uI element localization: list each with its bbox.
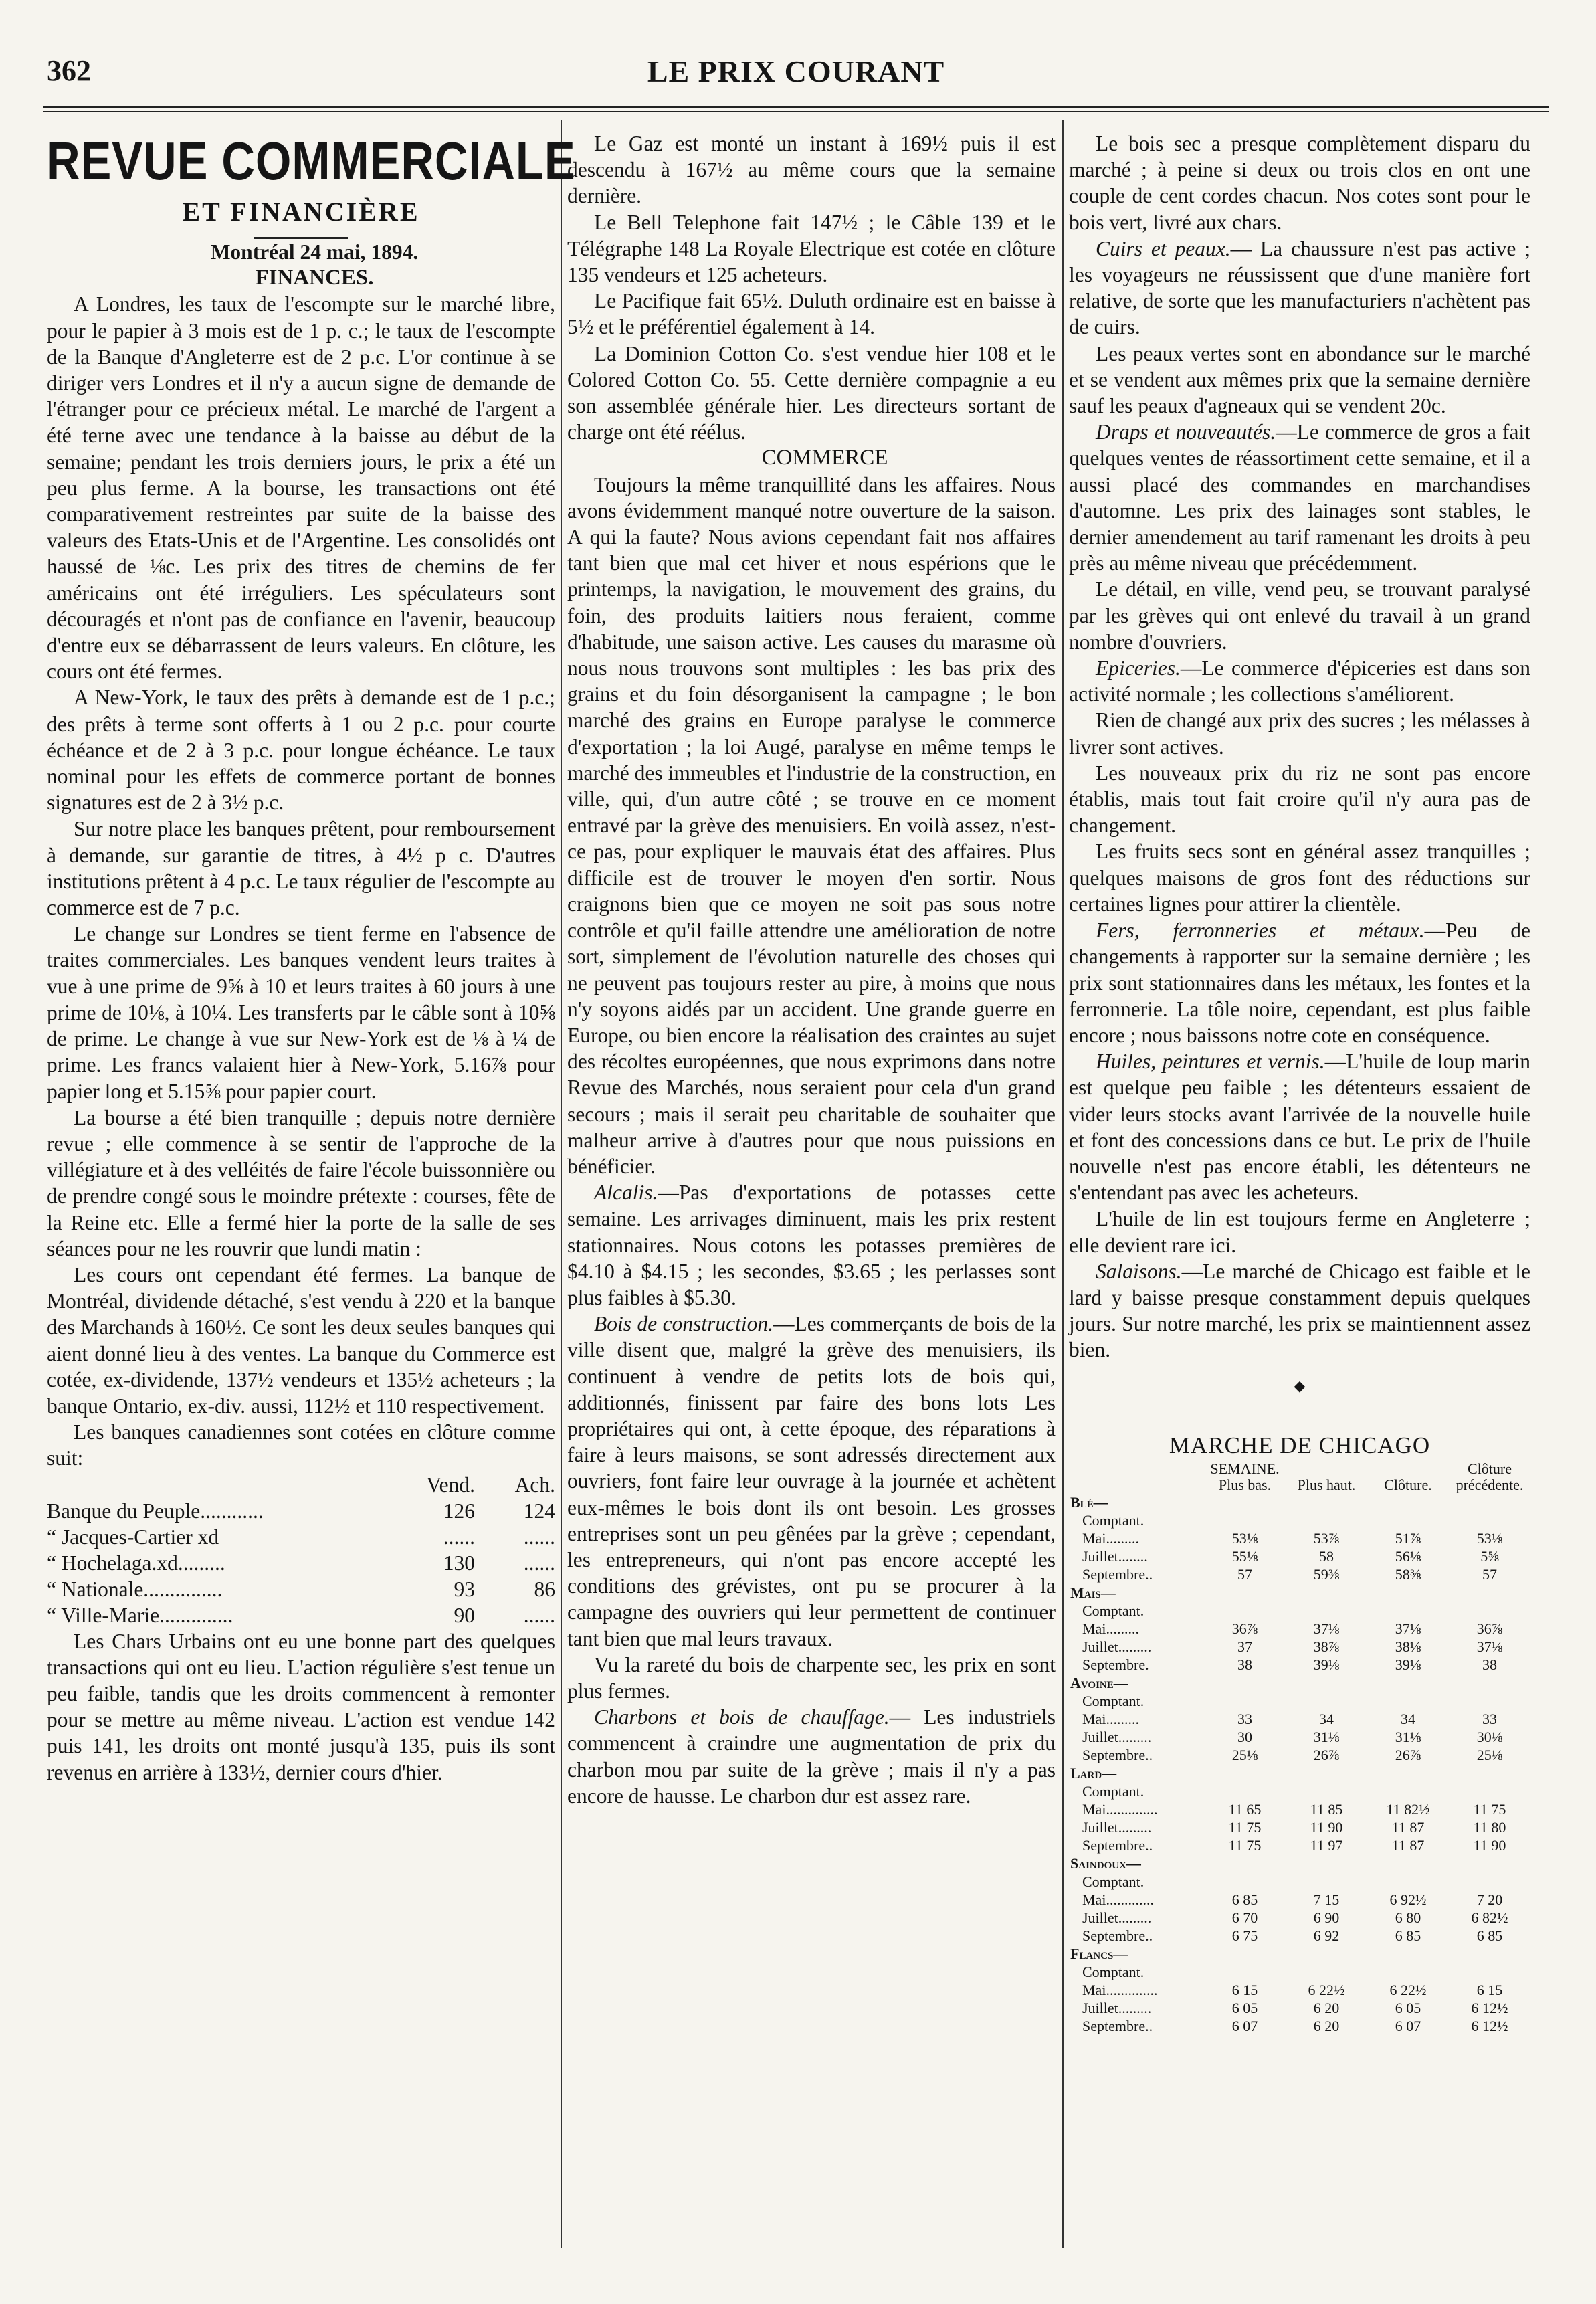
comptant-label: Comptant. — [1082, 1602, 1144, 1619]
column-2 — [567, 130, 1056, 1809]
price-cell: 26⅞ — [1313, 1746, 1340, 1763]
paragraph: Le Bell Telephone fait 147½ ; le Câble 139 et le Télégraphe 148 La Royale Electrique est cotée en clôture 135 vendeurs et 125 acheteurs. — [567, 210, 1056, 287]
month-label: Mai......... — [1082, 1529, 1139, 1547]
price-cell: 5⅝ — [1480, 1547, 1499, 1565]
comptant-row — [1069, 1963, 1530, 1981]
section-title: Fers, ferronneries et métaux. — [1096, 919, 1425, 943]
section-title: Alcalis. — [594, 1181, 658, 1205]
section-title: Epiceries. — [1096, 656, 1181, 680]
ach-value: ...... — [523, 1551, 555, 1575]
paragraph: Les peaux vertes sont en abondance sur le marché et se vendent aux mêmes prix que la semaine dernière sauf les peaux d'agneaux qui se vendent 20c. — [1069, 341, 1530, 418]
table-row — [1069, 2017, 1530, 2035]
revue-subtitle: ET FINANCIÈRE — [182, 197, 420, 227]
comptant-row — [1069, 1782, 1530, 1800]
price-cell: 6 90 — [1313, 1909, 1340, 1926]
price-cell: 53⅛ — [1476, 1529, 1503, 1547]
vend-value: 93 — [454, 1577, 475, 1601]
month-label: Septembre.. — [1082, 2017, 1153, 2034]
section-title: Charbons et bois de chauffage. — [594, 1705, 890, 1729]
table-row — [1069, 1909, 1530, 1927]
paragraph: Le Pacifique fait 65½. Duluth ordinaire est en baisse à 5½ et le préférentiel également à 14. — [567, 289, 1056, 339]
price-cell: 39⅛ — [1313, 1656, 1340, 1673]
paragraph: Sur notre place les banques prêtent, pour remboursement à demande, sur garantie de titres, à 4½ p c. D'autres institutions prêtent à 4 p.c. Le taux régulier de l'escompte au commerce est de 7 p.c. — [47, 817, 555, 920]
price-cell: 6 22½ — [1308, 1981, 1345, 1998]
price-cell: 11 82½ — [1386, 1800, 1430, 1818]
section-text: —Le marché de Chicago est faible et le lard y baisse presque constamment depuis quelques jours. Sur notre marché, les prix se maintiennent assez bien. — [1069, 1259, 1530, 1362]
month-label: Mai......... — [1082, 1620, 1139, 1637]
comptant-label: Comptant. — [1082, 1782, 1144, 1800]
price-cell: 6 85 — [1231, 1891, 1258, 1908]
section-text: —L'huile de loup marin est quelque peu faible ; les détenteurs essaient de vider leurs stocks avant l'arrivée de la nouvelle huile et font des concessions dans ce but. Le prix de l'huile nouvelle n'est pas encore établi, les détenteurs ne s'entendant pas avec les acheteurs. — [1069, 1050, 1530, 1205]
commodity-name: Lard— — [1070, 1764, 1117, 1782]
month-label: Juillet......... — [1082, 1999, 1152, 2016]
month-label: Septembre.. — [1082, 1836, 1153, 1854]
commodity-group-row — [1069, 1674, 1530, 1692]
paragraph-draps — [1069, 419, 1530, 576]
month-label: Juillet......... — [1082, 1909, 1152, 1926]
table-row — [47, 1498, 555, 1524]
month-label: Mai......... — [1082, 1710, 1139, 1727]
price-cell: 37 — [1237, 1638, 1252, 1655]
table-row — [1069, 1891, 1530, 1909]
price-cell: 6 22½ — [1389, 1981, 1427, 1998]
commodity-name: Saindoux— — [1070, 1854, 1141, 1872]
ornament-diamond-icon: ◆ — [1294, 1377, 1306, 1394]
price-cell: 6 12½ — [1471, 2017, 1508, 2034]
price-cell: 37⅛ — [1395, 1620, 1421, 1637]
price-cell: 7 20 — [1476, 1891, 1503, 1908]
column-divider-1 — [561, 120, 562, 2248]
chicago-market-table — [1069, 1461, 1530, 2035]
comptant-row — [1069, 1511, 1530, 1529]
price-cell: 6 15 — [1231, 1981, 1258, 1998]
month-label: Juillet......... — [1082, 1638, 1152, 1655]
semaine-label: SEMAINE. — [1210, 1460, 1280, 1477]
paragraph: Les nouveaux prix du riz ne sont pas encore établis, mais tout fait croire qu'il n'y aura pas de changement. — [1069, 761, 1530, 838]
price-cell: 33 — [1482, 1710, 1497, 1727]
table-row — [1069, 1927, 1530, 1945]
commodity-name: Mais— — [1070, 1583, 1116, 1601]
paragraph-charbons — [567, 1704, 1056, 1809]
price-cell: 11 87 — [1391, 1836, 1425, 1854]
table-row — [1069, 1746, 1530, 1764]
column-divider-2 — [1062, 120, 1064, 2248]
price-cell: 6 20 — [1313, 2017, 1340, 2034]
price-cell: 30⅛ — [1476, 1728, 1503, 1745]
price-cell: 11 80 — [1473, 1818, 1506, 1836]
bank-name: Banque du Peuple............ — [47, 1499, 264, 1523]
price-cell: 59⅜ — [1313, 1565, 1340, 1583]
price-cell: 6 05 — [1231, 1999, 1258, 2016]
price-cell: 11 90 — [1473, 1836, 1506, 1854]
price-cell: 38⅞ — [1313, 1638, 1340, 1655]
price-cell: 34 — [1401, 1710, 1415, 1727]
table-row — [1069, 1565, 1530, 1583]
table-row — [1069, 1728, 1530, 1746]
header-rule-thin — [43, 111, 1549, 112]
price-cell: 11 97 — [1310, 1836, 1343, 1854]
price-cell: 36⅞ — [1231, 1620, 1258, 1637]
page-header — [47, 47, 1545, 94]
paragraph: Les cours ont cependant été fermes. La banque de Montréal, dividende détaché, s'est vendu à 220 et la banque des Marchands à 160½. Ce sont les deux seules banques qui aient donné lieu à des ventes. La banque du Commerce est cotée, ex-dividende, 137½ vendeurs et 135½ acheteurs ; la banque Ontario, ex-div. aussi, 112½ et 110 respectivement. — [47, 1262, 555, 1418]
price-cell: 6 85 — [1395, 1927, 1421, 1944]
price-cell: 31⅛ — [1313, 1728, 1340, 1745]
price-cell: 58 — [1319, 1547, 1334, 1565]
table-row — [1069, 1999, 1530, 2017]
price-cell: 56⅛ — [1395, 1547, 1421, 1565]
paragraph-huiles — [1069, 1048, 1530, 1206]
section-text: —Les commerçants de bois de la ville disent que, malgré la grève des menuisiers, ils continuent à vendre de petits lots de bois qui, additionnés, finissent par faire des bons lots Les propriétaires qui ont, à cette époque, des réparations à faire à leurs maisons, se sont adressés directement aux ouvriers, font faire leur ouvrage à la journée et achètent eux-mêmes le bois dont ils ont besoin. Les grosses entreprises sont un peu gênées par la grève ; cependant, les entrepreneurs, qui n'ont pas encore accepté les conditions des grévistes, ont pu se procurer à la campagne des ouvriers qui leur permettent de continuer tant bien que mal leurs travaux. — [567, 1312, 1056, 1650]
paragraph: Les fruits secs sont en général assez tranquilles ; quelques maisons de gros font des réductions sur certaines lignes pour attirer la clientèle. — [1069, 840, 1530, 916]
section-title: Huiles, peintures et vernis. — [1096, 1050, 1325, 1074]
table-row — [1069, 1656, 1530, 1674]
paragraph: A New-York, le taux des prêts à demande est de 1 p.c.; des prêts à terme sont offerts à 1 ou 2 p.c. pour courte échéance et de 2 à 3 p.c. pour longue échéance. Le taux nominal pour les effets de commerce portant de bonnes signatures est de 2 à 3½ p.c. — [47, 686, 555, 815]
paragraph-salaisons — [1069, 1258, 1530, 1363]
table-row — [47, 1550, 555, 1576]
price-cell: 53⅞ — [1313, 1529, 1340, 1547]
section-title: Salaisons. — [1096, 1259, 1182, 1283]
price-cell: 57 — [1482, 1565, 1497, 1583]
section-text: — Les industriels commencent à craindre une augmentation de prix du charbon mou par suite de la grève ; mais il n'y a pas encore de hausse. Le charbon dur est assez rare. — [567, 1705, 1056, 1808]
bank-name: “ Jacques-Cartier xd — [47, 1525, 219, 1549]
section-text: — La chaussure n'est pas active ; les voyageurs ne réussissent que d'une manière fort relative, de sorte que les manufacturiers n'achètent pas de cuirs. — [1069, 236, 1531, 339]
month-label: Mai.............. — [1082, 1981, 1158, 1998]
table-row — [1069, 1836, 1530, 1854]
ach-value: ...... — [523, 1603, 555, 1627]
paragraph: Les banques canadiennes sont cotées en clôture comme suit: — [47, 1420, 555, 1470]
paragraph: L'huile de lin est toujours ferme en Angleterre ; elle devient rare ici. — [1069, 1207, 1530, 1257]
column-header-plus-haut: Plus haut. — [1297, 1476, 1356, 1493]
column-header-cloture: Clôture. — [1384, 1476, 1432, 1493]
paragraph: Le bois sec a presque complètement disparu du marché ; à peine si deux ou trois clos en ont une couple de cent cordes chacun. Nos cotes sont pour le bois vert, livré aux chars. — [1069, 132, 1530, 234]
price-cell: 11 75 — [1473, 1800, 1506, 1818]
price-cell: 11 85 — [1310, 1800, 1343, 1818]
price-cell: 53⅛ — [1231, 1529, 1258, 1547]
table-row — [1069, 1620, 1530, 1638]
comptant-label: Comptant. — [1082, 1963, 1144, 1980]
month-label: Septembre.. — [1082, 1927, 1153, 1944]
section-text: —Pas d'exportations de potasses cette semaine. Les arrivages diminuent, mais les prix restent stationnaires. Nous cotons les potasses premières de $4.10 à $4.15 ; les secondes, $3.65 ; les perlasses sont plus faibles à $5.30. — [567, 1181, 1056, 1309]
paragraph: Le Gaz est monté un instant à 169½ puis il est descendu à 167½ au même cours que la semaine dernière. — [567, 132, 1056, 208]
table-header-row — [1069, 1461, 1530, 1493]
price-cell: 36⅞ — [1476, 1620, 1503, 1637]
price-cell: 6 20 — [1313, 1999, 1340, 2016]
table-row — [1069, 1818, 1530, 1836]
dateline: Montréal 24 mai, 1894. — [210, 240, 419, 264]
price-cell: 6 92½ — [1389, 1891, 1427, 1908]
plus-bas-label: Plus bas. — [1218, 1476, 1272, 1493]
price-cell: 38 — [1482, 1656, 1497, 1673]
revue-title: REVUE COMMERCIALE — [47, 131, 576, 191]
commerce-heading: COMMERCE — [761, 446, 888, 470]
paragraph: Le détail, en ville, vend peu, se trouvant paralysé par les grèves qui ont enlevé du travail à un grand nombre d'ouvriers. — [1069, 577, 1530, 654]
month-label: Mai.............. — [1082, 1800, 1158, 1818]
price-cell: 39⅛ — [1395, 1656, 1421, 1673]
price-cell: 38⅛ — [1395, 1638, 1421, 1655]
section-text: —Le commerce d'épiceries est dans son activité normale ; les collections s'améliorent. — [1069, 656, 1530, 706]
price-cell: 6 85 — [1476, 1927, 1503, 1944]
price-cell: 6 12½ — [1471, 1999, 1508, 2016]
table-row — [47, 1524, 555, 1550]
price-cell: 6 07 — [1231, 2017, 1258, 2034]
price-cell: 38 — [1237, 1656, 1252, 1673]
price-cell: 37⅛ — [1476, 1638, 1503, 1655]
price-cell: 11 75 — [1228, 1836, 1262, 1854]
comptant-row — [1069, 1692, 1530, 1710]
price-cell: 30 — [1237, 1728, 1252, 1745]
section-text: —Peu de changements à rapporter sur la semaine dernière ; les prix sont stationnaires dans les métaux, les fontes et la ferronnerie. La tôle noire, cependant, est plus faible encore ; nous baissons notre cote en conséquence. — [1069, 919, 1531, 1047]
comptant-label: Comptant. — [1082, 1511, 1144, 1529]
price-cell: 34 — [1319, 1710, 1334, 1727]
column-header-ach: Ach. — [514, 1472, 555, 1497]
price-cell: 6 92 — [1313, 1927, 1340, 1944]
vend-value: 126 — [443, 1499, 475, 1523]
commodity-group-row — [1069, 1945, 1530, 1963]
chicago-title: MARCHE DE CHICAGO — [1169, 1432, 1431, 1458]
table-row — [1069, 1529, 1530, 1547]
paragraph: La Dominion Cotton Co. s'est vendue hier 108 et le Colored Cotton Co. 55. Cette dernière compagnie a eu son assemblée générale hier. Les directeurs sortant de charge ont été réélus. — [567, 341, 1056, 444]
journal-title: LE PRIX COURANT — [647, 54, 945, 88]
price-cell: 6 05 — [1395, 1999, 1421, 2016]
ach-value: 86 — [534, 1577, 555, 1601]
bank-name: “ Ville-Marie.............. — [47, 1603, 233, 1627]
bank-quotes-table — [47, 1472, 555, 1628]
column-header-cloture-precedente: Clôture précédente. — [1456, 1460, 1524, 1493]
comptant-label: Comptant. — [1082, 1692, 1144, 1709]
price-cell: 11 90 — [1310, 1818, 1343, 1836]
vend-value: 130 — [443, 1551, 475, 1575]
paragraph-bois — [567, 1311, 1056, 1652]
price-cell: 26⅞ — [1395, 1746, 1421, 1763]
column-1 — [47, 130, 576, 1786]
price-cell: 6 80 — [1395, 1909, 1421, 1926]
price-cell: 55⅛ — [1231, 1547, 1258, 1565]
paragraph: Les Chars Urbains ont eu une bonne part des quelques transactions qui ont eu lieu. L'action régulière s'est tenue un peu faible, tandis que les droits commencent à remonter pour se mettre au même niveau. L'action est vendue 142 puis 141, les droits ont monté jusqu'à 135, puis ils sont revenus en arrière à 133½, dernier cours d'hier. — [47, 1629, 555, 1784]
bank-name: “ Hochelaga.xd......... — [47, 1551, 225, 1575]
commodity-group-row — [1069, 1764, 1530, 1782]
price-cell: 6 70 — [1231, 1909, 1258, 1926]
month-label: Juillet......... — [1082, 1818, 1152, 1836]
section-title: Draps et nouveautés. — [1096, 420, 1276, 444]
commodity-name: Flancs— — [1070, 1945, 1128, 1962]
month-label: Juillet......... — [1082, 1728, 1152, 1745]
ach-value: 124 — [523, 1499, 555, 1523]
column-header-plus-bas — [1204, 1461, 1286, 1493]
price-cell: 58⅜ — [1395, 1565, 1421, 1583]
paragraph: Vu la rareté du bois de charpente sec, les prix en sont plus fermes. — [567, 1652, 1056, 1703]
section-title: Bois de construction. — [594, 1312, 774, 1336]
bank-name: “ Nationale............... — [47, 1577, 223, 1601]
vend-value: 90 — [454, 1603, 475, 1627]
paragraph-epiceries — [1069, 655, 1530, 707]
price-cell: 6 15 — [1476, 1981, 1503, 1998]
table-row — [1069, 1547, 1530, 1565]
table-header-row — [47, 1472, 555, 1498]
column-header-vend: Vend. — [426, 1472, 475, 1497]
commodity-group-row — [1069, 1854, 1530, 1873]
price-cell: 11 65 — [1228, 1800, 1262, 1818]
price-cell: 11 75 — [1228, 1818, 1262, 1836]
table-row — [1069, 1981, 1530, 1999]
price-cell: 33 — [1237, 1710, 1252, 1727]
price-cell: 6 07 — [1395, 2017, 1421, 2034]
price-cell: 51⅞ — [1395, 1529, 1421, 1547]
comptant-row — [1069, 1873, 1530, 1891]
finances-heading: FINANCES. — [255, 266, 374, 290]
paragraph: Le change sur Londres se tient ferme en l'absence de traites commerciales. Les banques vendent leurs traites à vue à une prime de 9⅝ à 10 et leurs traites à 60 jours à une prime de 10⅛, à 10¼. Les transferts par le câble sont à 10⅝ de prime. Le change à vue sur New-York est de ⅛ à ¼ de prime. Les francs valaient hier à New-York, 5.16⅞ pour papier long et 5.15⅝ pour papier court. — [47, 922, 555, 1103]
page-number: 362 — [47, 54, 91, 87]
paragraph-fers — [1069, 917, 1530, 1048]
table-row — [1069, 1638, 1530, 1656]
commodity-name: Blé— — [1070, 1493, 1108, 1511]
month-label: Mai............. — [1082, 1891, 1154, 1908]
month-label: Juillet........ — [1082, 1547, 1148, 1565]
month-label: Septembre.. — [1082, 1565, 1153, 1583]
ach-value: ...... — [523, 1525, 555, 1549]
table-row — [47, 1576, 555, 1602]
price-cell: 6 75 — [1231, 1927, 1258, 1944]
paragraph-cuirs — [1069, 235, 1530, 341]
price-cell: 25⅛ — [1476, 1746, 1503, 1763]
table-row — [1069, 1800, 1530, 1818]
section-text: —Le commerce de gros a fait quelques ventes de réassortiment cette semaine, et il a aussi placé des commandes en marchandises d'automne. Les prix des lainages sont stables, le dernier amendement au tarif ramenant les droits à peu près au même niveau que précédemment. — [1069, 420, 1531, 575]
header-rule — [43, 106, 1549, 108]
price-cell: 25⅛ — [1231, 1746, 1258, 1763]
comptant-row — [1069, 1602, 1530, 1620]
table-row — [1069, 1710, 1530, 1728]
month-label: Septembre. — [1082, 1656, 1149, 1673]
paragraph: La bourse a été bien tranquille ; depuis notre dernière revue ; elle commence à se sentir de l'approche de la villégiature et à des velléités de faire l'école buissonnière ou de prendre congé sous le moindre prétexte : courses, fête de la Reine etc. Elle a fermé hier la porte de la salle de ses séances pour ne les rouvrir que lundi matin : — [47, 1105, 555, 1260]
commodity-name: Avoine— — [1070, 1674, 1128, 1691]
price-cell: 37⅛ — [1313, 1620, 1340, 1637]
vend-value: ...... — [443, 1525, 475, 1549]
paragraph: A Londres, les taux de l'escompte sur le marché libre, pour le papier à 3 mois est de 1 p. c.; le taux de l'escompte de la Banque d'Angleterre est de 2 p.c. L'or continue à se diriger vers Londres et il n'y a aucun signe de demande de l'étranger pour ce précieux métal. Le marché de l'argent a été terne avec une tendance à la baisse au début de la semaine; pendant les trois derniers jours, le prix a été un peu plus ferme. A la bourse, les transactions ont été comparativement restreintes par suite de la baisse des valeurs des Etats-Unis et de l'Argentine. Les consolidés ont haussé de ⅛c. Les prix des titres de chemins de fer américains ont été irréguliers. Les spéculateurs sont découragés et n'ont pas de confiance en l'avenir, beaucoup d'entre eux se débarrassent de leurs valeurs. En clôture, les cours ont été fermes. — [47, 292, 555, 684]
commodity-group-row — [1069, 1493, 1530, 1511]
column-3 — [1069, 130, 1530, 2035]
price-cell: 31⅛ — [1395, 1728, 1421, 1745]
table-row — [47, 1602, 555, 1628]
price-cell: 6 82½ — [1471, 1909, 1508, 1926]
price-cell: 57 — [1237, 1565, 1252, 1583]
month-label: Septembre.. — [1082, 1746, 1153, 1763]
section-title: Cuirs et peaux. — [1096, 236, 1231, 260]
paragraph: Rien de changé aux prix des sucres ; les mélasses à livrer sont actives. — [1069, 708, 1530, 759]
paragraph: Toujours la même tranquillité dans les affaires. Nous avons évidemment manqué notre ouverture de la saison. A qui la faute? Nous avions cependant fait nos affaires tant bien que mal cet hiver et nous espérions que le printemps, la navigation, le mouvement des grains, du foin, des produits laitiers nous feraient, comme d'habitude, une saison active. Les causes du marasme où nous nous trouvons sont multiples : les bas prix des grains et du foin désorganisent la campagne ; le bon marché des grains en Europe paralyse le commerce d'exportation ; la loi Augé, paralyse en même temps le marché des immeubles et l'industrie de la construction, en ville, qui, d'un autre côté ; se trouve en ce moment entravé par la grève des menuisiers. En voilà assez, n'est-ce pas, pour expliquer le mauvais état des affaires. Plus difficile est de trouver le moyen d'en sortir. Nous craignons bien que ce moyen ne soit pas sous notre contrôle et qu'il faille attendre une amélioration de notre sort, simplement de l'évolution naturelle des choses qui ne peuvent pas toujours rester au pire, à moins que nous n'y soyons aidés par un accident. Une grande guerre en Europe, ou bien encore la réalisation des craintes au sujet des récoltes européennes, que nous exprimons dans notre Revue des Marchés, nous seraient pour cela d'un grand secours ; mais il serait peu charitable de souhaiter que malheur arrive à d'autres pour que nous puissions en bénéficier. — [567, 472, 1056, 1178]
comptant-label: Comptant. — [1082, 1873, 1144, 1890]
paragraph-alcalis — [567, 1179, 1056, 1311]
price-cell: 11 87 — [1391, 1818, 1425, 1836]
commodity-group-row — [1069, 1583, 1530, 1602]
price-cell: 7 15 — [1313, 1891, 1340, 1908]
